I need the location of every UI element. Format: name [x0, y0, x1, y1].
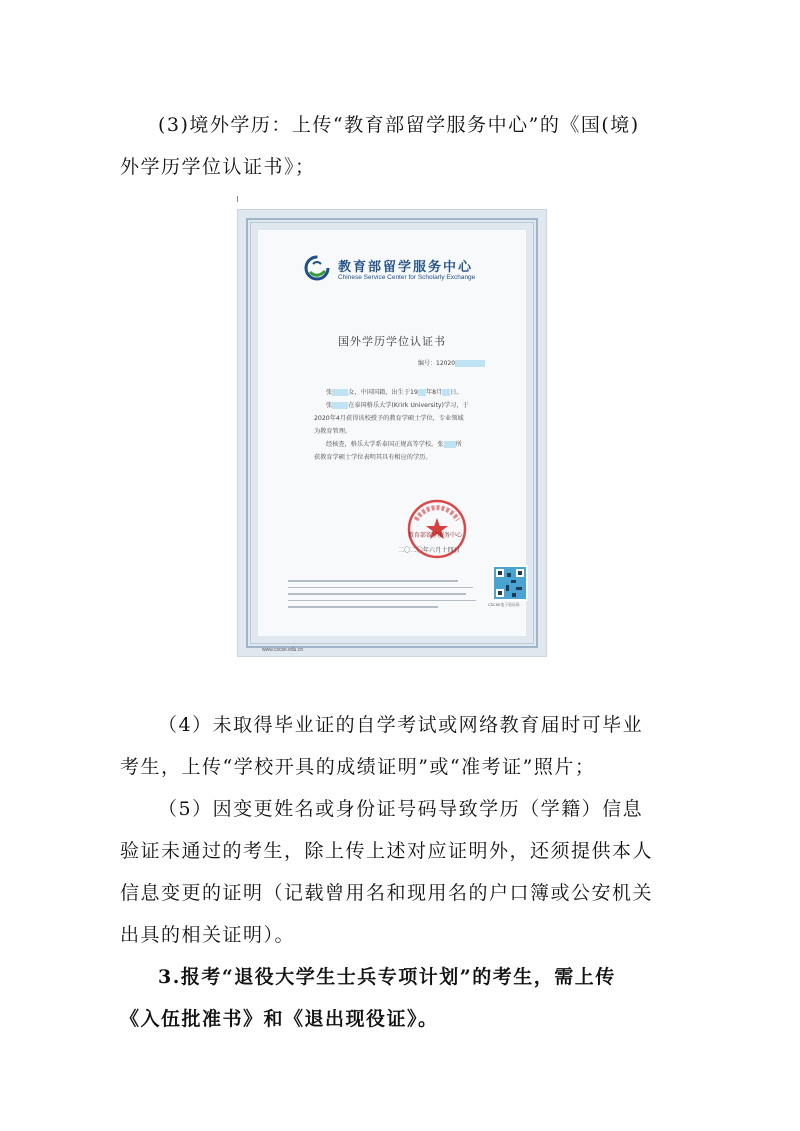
note-line: [288, 606, 438, 608]
certificate-body-line: 2020年4月获得该校授予的教育学硕士学位，专业领域: [314, 415, 464, 422]
redaction-mark: [455, 360, 485, 367]
certificate-notes: [288, 580, 478, 613]
certificate-body-line: 为教育管理。: [314, 428, 352, 435]
certificate-org-name-cn: 教育部留学服务中心: [338, 260, 474, 275]
note-line: [288, 600, 476, 602]
section-5-line-4: 出具的相关证明）。: [120, 924, 296, 946]
redaction-mark: [444, 441, 456, 448]
certificate-body-line: 获教育学硕士学位表明其具有相应的学历。: [314, 454, 432, 461]
note-line: [288, 587, 473, 589]
item-3-paragraph: [120, 956, 690, 1040]
section-5-paragraph: [120, 788, 690, 956]
section-5-line-2: 验证未通过的考生，除上传上述对应证明外，还须提供本人: [120, 840, 654, 862]
qr-caption: CSCSE电子验证码: [488, 602, 520, 607]
qr-code-icon: [492, 565, 528, 601]
certificate-number: [418, 358, 485, 367]
certificate-body-line: 张 女，中国国籍，出生于19 年8月 日。: [326, 389, 463, 396]
certificate-image: [238, 210, 546, 656]
section-4-line-2: 考生，上传“学校开具的成绩证明”或“准考证”照片；: [120, 756, 596, 778]
certificate-title: 国外学历学位认证书: [338, 335, 446, 348]
item-3-line-1: 3.报考“退役大学生士兵专项计划”的考生，需上传: [158, 966, 616, 988]
certificate-body-line: 经核查，格乐大学系泰国正规高等学校。张 所: [326, 441, 462, 448]
certificate-body: [314, 386, 489, 464]
section-4-line-1: （4）未取得毕业证的自学考试或网络教育届时可毕业: [158, 714, 644, 736]
section-5-line-1: （5）因变更姓名或身份证号码导致学历（学籍）信息: [158, 798, 644, 820]
note-line: [288, 580, 458, 582]
scan-mark: [237, 196, 238, 202]
certificate-org-name-en: Chinese Service Center for Scholarly Exchange: [338, 274, 476, 281]
item-3-line-2: 《入伍批准书》和《退出现役证》。: [120, 1008, 439, 1030]
section-5-line-3: 信息变更的证明（记载曾用名和现用名的户口簿或公安机关: [120, 882, 654, 904]
certificate-body-line: 张 在泰国格乐大学(Krirk University)学习，于: [326, 402, 469, 409]
certificate-website: www.cscse.edu.cn: [262, 647, 304, 653]
redaction-mark: [418, 389, 426, 396]
section-3-line-2: 外学历学位认证书》；: [120, 156, 316, 178]
cscse-logo-icon: [304, 255, 330, 281]
section-4-paragraph: [120, 704, 690, 788]
certificate-number-label: 编号：12020: [418, 360, 456, 367]
redaction-mark: [332, 402, 348, 409]
note-line: [288, 593, 466, 595]
section-3-paragraph: [120, 104, 690, 188]
certificate-date: 二〇二〇年六月十四日: [398, 547, 460, 554]
section-3-line-1: (3)境外学历：上传“教育部留学服务中心”的《国(境): [158, 114, 640, 136]
seal-label: 教育部留学服务中心: [408, 532, 463, 539]
redaction-mark: [332, 389, 348, 396]
